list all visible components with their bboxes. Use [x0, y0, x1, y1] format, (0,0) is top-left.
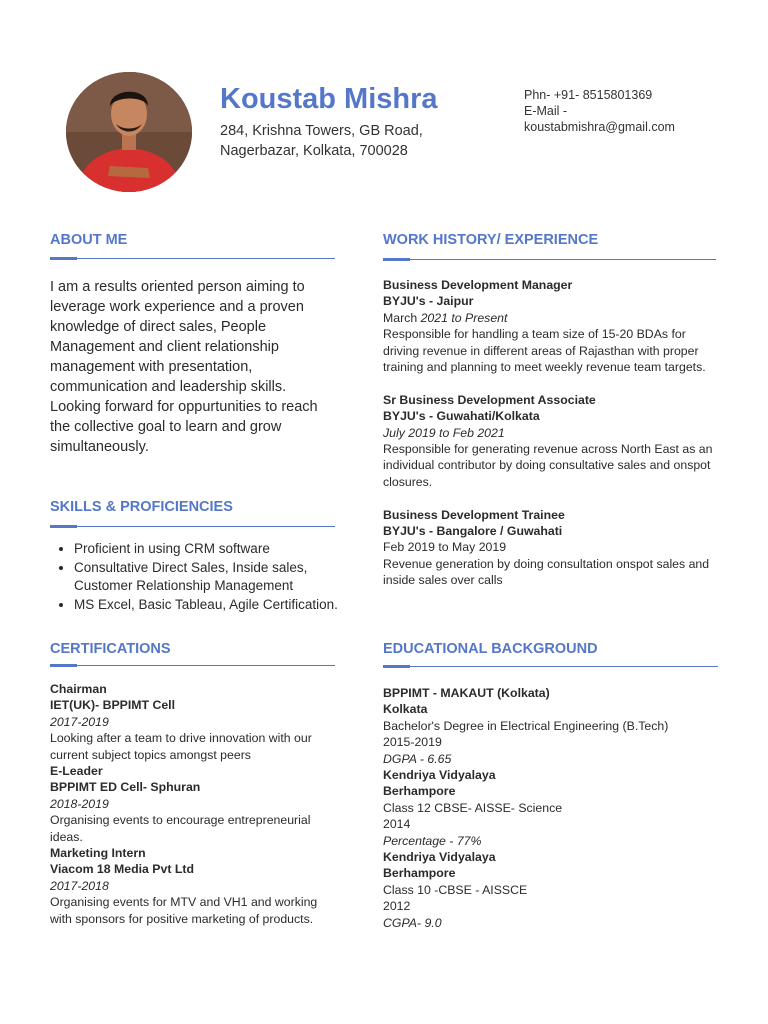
edu-year: 2015-2019 [383, 735, 442, 750]
candidate-name: Koustab Mishra [220, 83, 438, 115]
work-period-text: Feb 2019 to May 2019 [383, 540, 507, 555]
cert-period: 2017-2019 [50, 714, 109, 729]
cert-role: Chairman [50, 682, 107, 696]
edu-degree: Class 12 CBSE- AISSE- Science [383, 800, 563, 815]
skill-item: • MS Excel, Basic Tableau, Agile Certification. [74, 596, 364, 614]
edu-school: Kendriya Vidyalaya [383, 850, 496, 865]
cert-period: 2017-2018 [50, 878, 109, 893]
about-text: I am a results oriented person aiming to leverage work experience and a proven knowledge of direct sales, People Management and client relationship management with presentation, communication and leadership skills. Looking forward for oppurtunities to reach the collective goal to learn and grow simultaneously. [50, 279, 318, 455]
work-list [383, 277, 723, 589]
education-divider [383, 666, 718, 667]
work-period-italic: July 2019 to Feb 2021 [383, 425, 505, 440]
skills-title: SKILLS & PROFICIENCIES [50, 499, 233, 515]
work-period [383, 425, 723, 441]
edu-degree: Class 10 -CBSE - AISSCE [383, 882, 528, 897]
work-period [383, 539, 723, 555]
cert-desc: Organising events to encourage entrepreneurial ideas. [50, 813, 311, 844]
work-divider [383, 259, 716, 260]
about-divider [50, 258, 335, 259]
certification-entry [50, 845, 340, 927]
edu-year: 2014 [383, 817, 411, 832]
phone: Phn- +91- 8515801369 [524, 88, 653, 102]
work-period [383, 310, 723, 326]
work-role: Sr Business Development Associate [383, 392, 596, 407]
about-title: ABOUT ME [50, 232, 128, 248]
contact-info [524, 87, 754, 135]
cert-desc: Organising events for MTV and VH1 and working with sponsors for positive marketing of products. [50, 895, 318, 926]
work-entry [383, 507, 723, 589]
skill-item: • Proficient in using CRM software [74, 540, 364, 558]
work-desc: Revenue generation by doing consultation onspot sales and inside sales over calls [383, 556, 710, 588]
work-org: BYJU's - Guwahati/Kolkata [383, 409, 540, 424]
edu-place: Berhampore [383, 866, 456, 881]
cert-role: E-Leader [50, 764, 103, 779]
edu-degree: Bachelor's Degree in Electrical Engineering (B.Tech) [383, 718, 669, 733]
work-org: BYJU's - Bangalore / Guwahati [383, 524, 563, 539]
work-desc: Responsible for generating revenue across North East as an individual contributor by doing consultative sales and onspot closures. [383, 442, 713, 489]
work-role: Business Development Trainee [383, 507, 565, 522]
profile-photo-illustration [66, 72, 192, 192]
education-entry [383, 849, 723, 931]
work-period-italic: 2021 to Present [420, 310, 508, 325]
education-list [383, 685, 723, 931]
edu-score: CGPA- 9.0 [383, 915, 442, 930]
work-entry [383, 277, 723, 375]
skills-divider [50, 526, 335, 527]
profile-photo [66, 72, 192, 192]
address [220, 121, 490, 161]
edu-score: DGPA - 6.65 [383, 751, 452, 766]
edu-place: Kolkata [383, 702, 428, 717]
address-line-2: Nagerbazar, Kolkata, 700028 [220, 143, 408, 159]
skills-list [50, 540, 364, 615]
education-title: EDUCATIONAL BACKGROUND [383, 641, 598, 657]
edu-school: Kendriya Vidyalaya [383, 768, 496, 783]
certifications-list [50, 681, 340, 927]
certification-entry [50, 681, 340, 763]
edu-place: Berhampore [383, 784, 456, 799]
email: koustabmishra@gmail.com [524, 120, 675, 134]
edu-score: Percentage - 77% [383, 833, 482, 848]
certification-entry [50, 763, 340, 845]
certifications-divider [50, 665, 335, 666]
cert-period: 2018-2019 [50, 796, 109, 811]
work-title: WORK HISTORY/ EXPERIENCE [383, 232, 599, 248]
work-role: Business Development Manager [383, 278, 573, 292]
education-entry [383, 767, 723, 849]
education-entry [383, 685, 723, 767]
cert-org: IET(UK)- BPPIMT Cell [50, 698, 176, 713]
cert-org: Viacom 18 Media Pvt Ltd [50, 862, 194, 877]
work-org: BYJU's - Jaipur [383, 294, 474, 309]
address-line-1: 284, Krishna Towers, GB Road, [220, 123, 423, 139]
skill-item: • Consultative Direct Sales, Inside sales, Customer Relationship Management [74, 559, 364, 595]
work-entry [383, 392, 723, 490]
work-period-text: March [383, 310, 421, 325]
cert-role: Marketing Intern [50, 846, 146, 861]
cert-desc: Looking after a team to drive innovation with our current subject topics amongst peers [50, 731, 312, 762]
edu-year: 2012 [383, 899, 411, 914]
edu-school: BPPIMT - MAKAUT (Kolkata) [383, 686, 550, 700]
email-label: E-Mail - [524, 104, 568, 118]
certifications-title: CERTIFICATIONS [50, 641, 171, 657]
cert-org: BPPIMT ED Cell- Sphuran [50, 780, 201, 795]
work-desc: Responsible for handling a team size of 15-20 BDAs for driving revenue in different areas of Rajasthan with proper training and planning to meet weekly revenue team targets. [383, 327, 706, 375]
